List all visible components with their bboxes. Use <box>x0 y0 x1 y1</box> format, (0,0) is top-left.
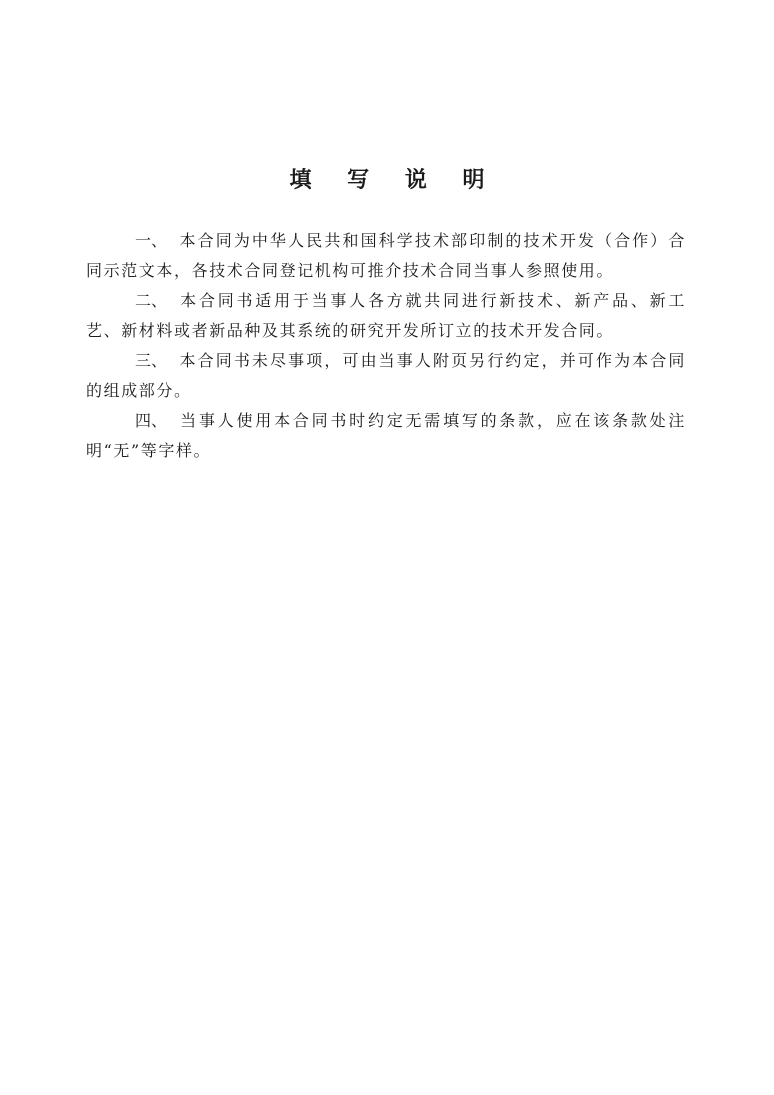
instructions-body <box>86 226 686 466</box>
paragraph-number: 一、 <box>135 231 168 250</box>
paragraph-text: 当事人使用本合同书时约定无需填写的条款，应在该条款处注明“无”等字样。 <box>86 411 686 460</box>
paragraph-text: 本合同书适用于当事人各方就共同进行新技术、新产品、新工艺、新材料或者新品种及其系统的研究开发所订立的技术开发合同。 <box>86 291 686 340</box>
document-title: 填 写 说 明 <box>289 168 499 193</box>
instruction-paragraph-4 <box>86 406 686 466</box>
paragraph-number: 四、 <box>135 411 168 430</box>
instruction-paragraph-2 <box>86 286 686 346</box>
paragraph-text: 本合同书未尽事项，可由当事人附页另行约定，并可作为本合同的组成部分。 <box>86 351 686 400</box>
instruction-paragraph-3 <box>86 346 686 406</box>
paragraph-number: 三、 <box>135 351 168 370</box>
paragraph-number: 二、 <box>135 291 168 310</box>
paragraph-text: 本合同为中华人民共和国科学技术部印制的技术开发（合作）合同示范文本，各技术合同登记机构可推介技术合同当事人参照使用。 <box>86 231 686 280</box>
instruction-paragraph-1 <box>86 226 686 286</box>
